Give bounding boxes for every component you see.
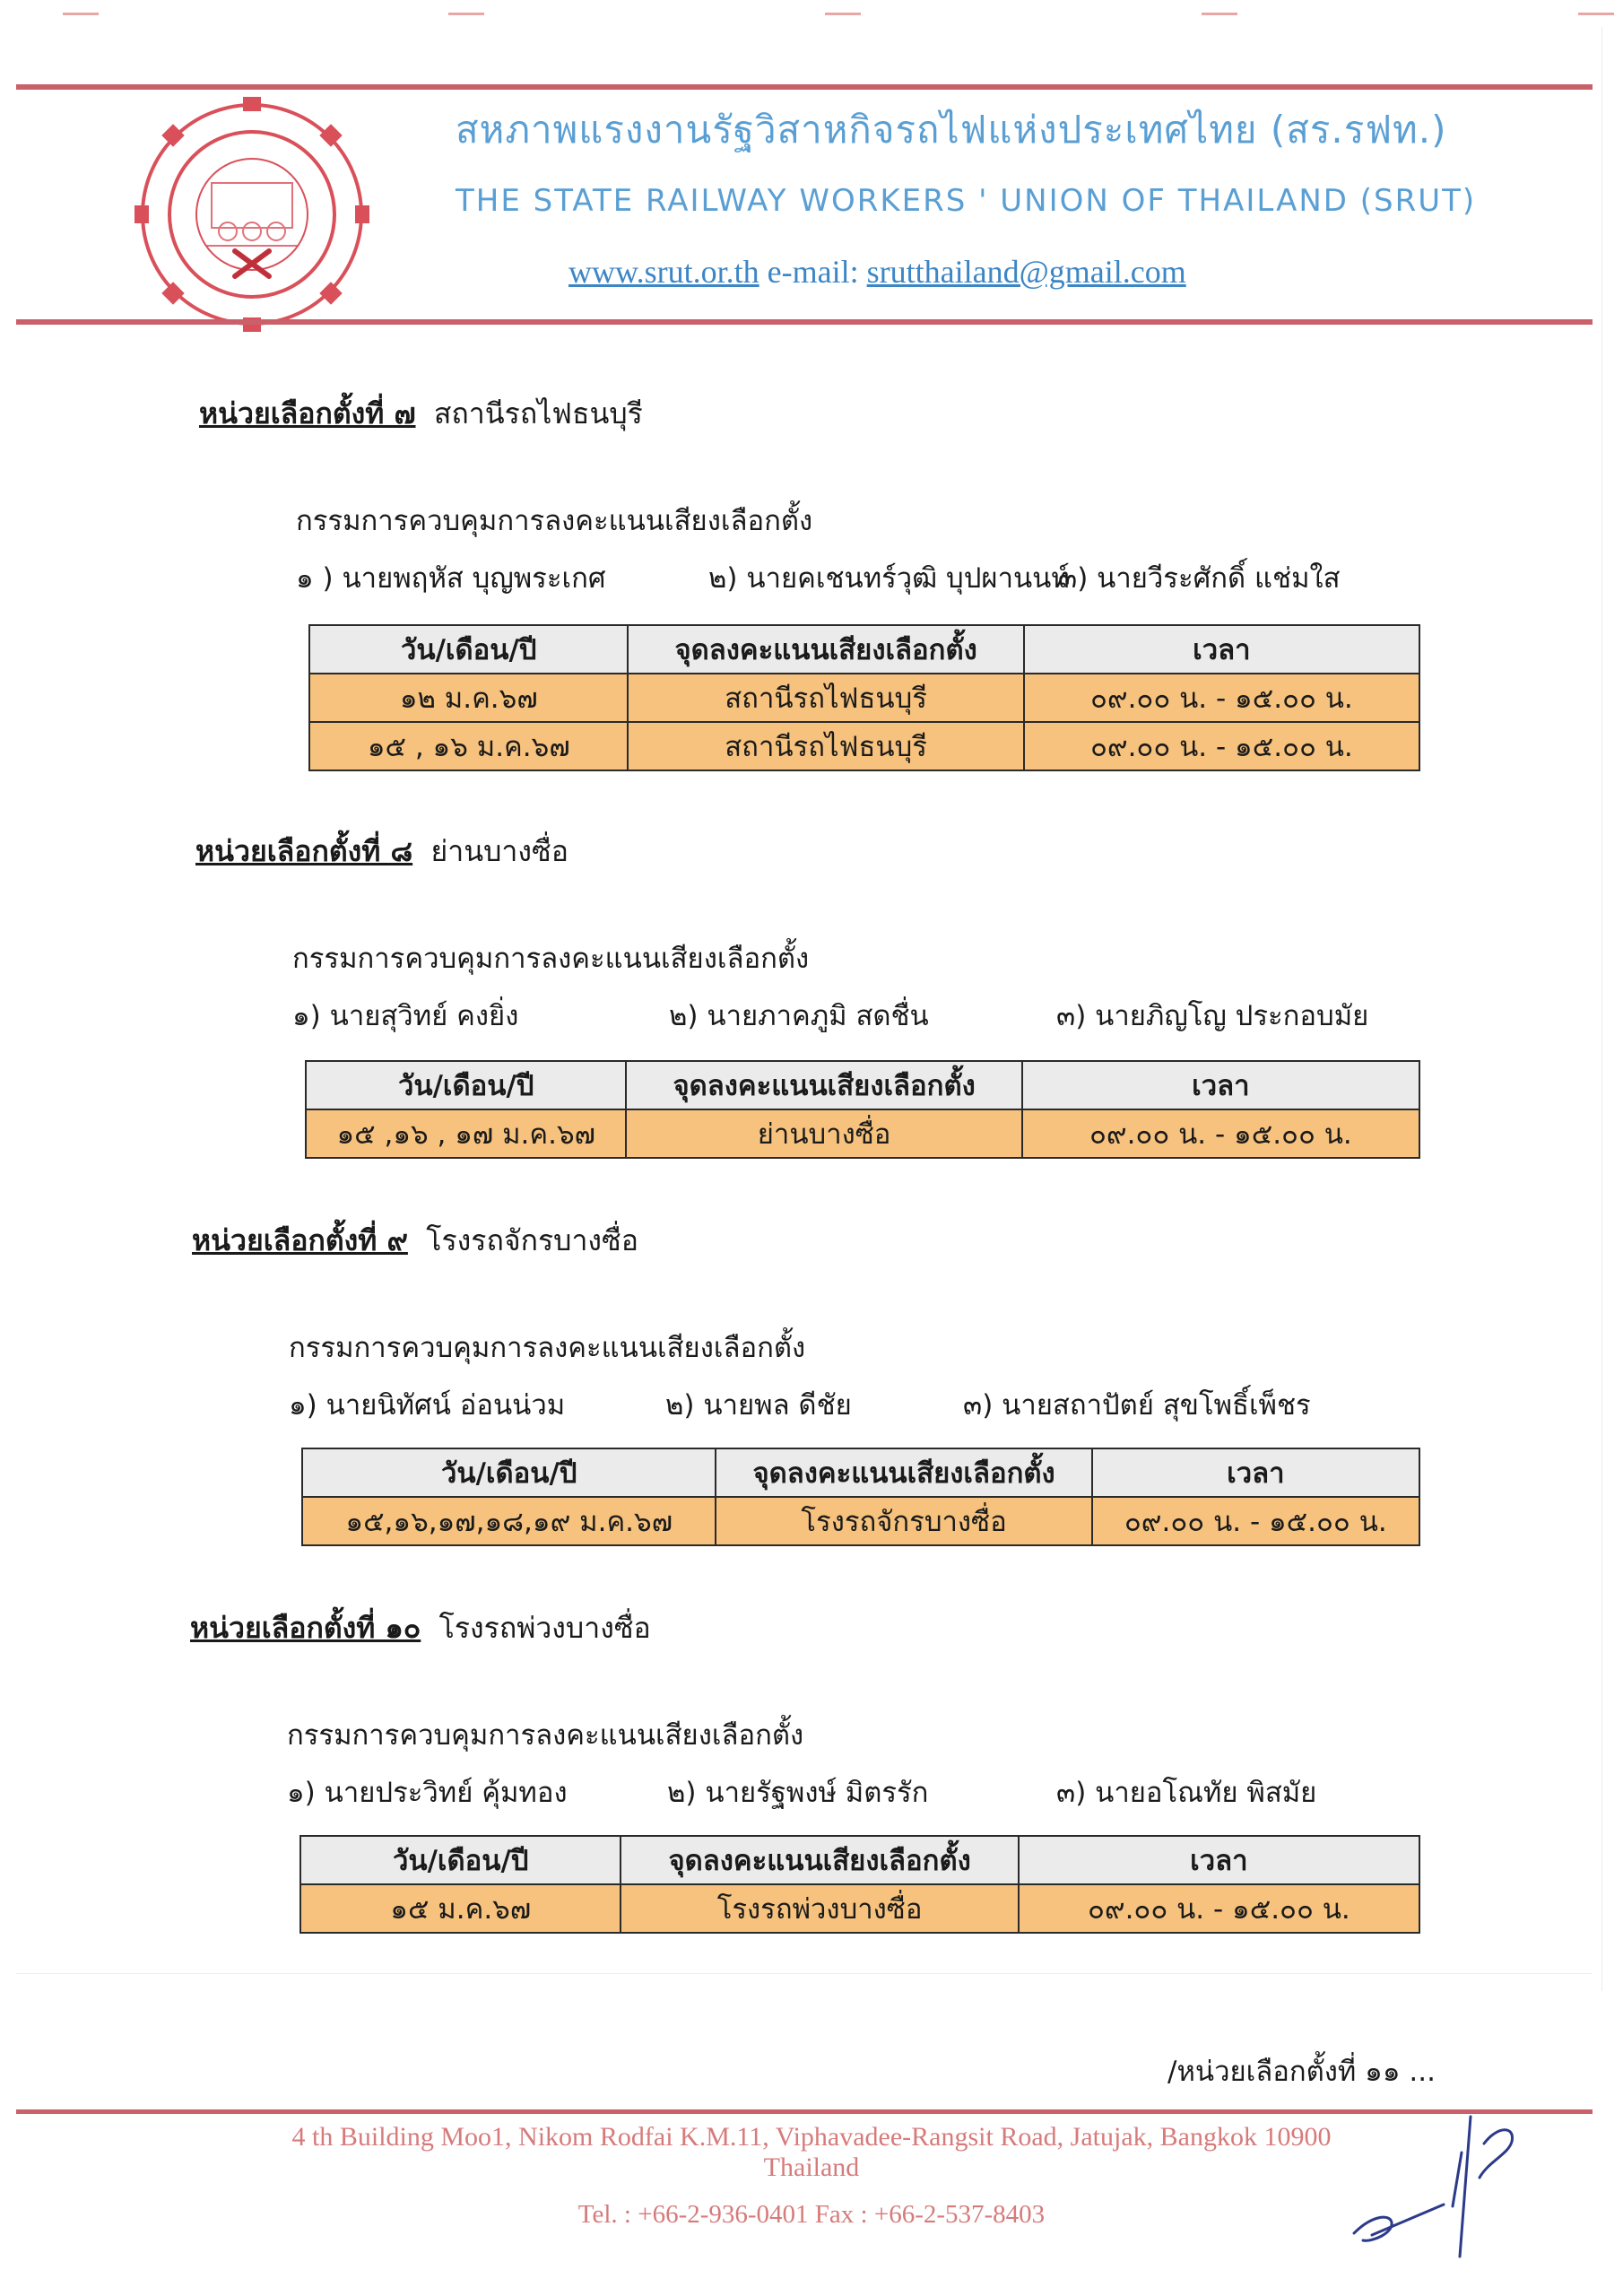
scan-mark xyxy=(1202,13,1237,15)
committee-members xyxy=(296,555,1454,595)
schedule-table-9 xyxy=(301,1448,1420,1546)
section-label: หน่วยเลือกตั้งที่ ๑๐ xyxy=(190,1611,421,1645)
schedule-table-10 xyxy=(299,1835,1420,1934)
signature-icon xyxy=(1336,2099,1542,2278)
committee-title: กรรมการควบคุมการลงคะแนนเสียงเลือกตั้ง xyxy=(289,1332,806,1364)
polling-unit-10 xyxy=(190,1605,1445,1809)
polling-unit-9 xyxy=(192,1218,1447,1422)
col-place: จุดลงคะแนนเสียงเลือกตั้ง xyxy=(621,1836,1018,1884)
col-time: เวลา xyxy=(1022,1061,1419,1109)
header-rule-bottom xyxy=(16,319,1593,325)
member-2: ๒) นายรัฐพงษ์ มิตรรัก xyxy=(667,1777,929,1809)
col-time: เวลา xyxy=(1019,1836,1419,1884)
col-date: วัน/เดือน/ปี xyxy=(300,1836,621,1884)
scan-mark xyxy=(1578,13,1614,15)
section-place: โรงรถจักรบางซื่อ xyxy=(426,1223,638,1257)
section-place: โรงรถพ่วงบางซื่อ xyxy=(438,1611,651,1645)
col-time: เวลา xyxy=(1024,625,1419,674)
member-3: ๓) นายสถาปัตย์ สุขโพธิ์เพ็ชร xyxy=(963,1389,1311,1422)
scan-faint-line xyxy=(16,1973,1593,1974)
member-3: ๓) นายวีระศักดิ์ แช่มใส xyxy=(1058,562,1341,595)
org-name-thai: สหภาพแรงงานรัฐวิสาหกิจรถไฟแห่งประเทศไทย (สร.รฟท.) xyxy=(456,108,1447,152)
union-logo-icon xyxy=(135,97,369,332)
member-3: ๓) นายภิญโญ ประกอบมัย xyxy=(1056,1000,1369,1032)
cell-date: ๑๕ ม.ค.๖๗ xyxy=(300,1884,621,1933)
scan-mark xyxy=(63,13,99,15)
email-label: e-mail: xyxy=(767,254,859,290)
committee-title: กรรมการควบคุมการลงคะแนนเสียงเลือกตั้ง xyxy=(296,505,813,537)
section-label: หน่วยเลือกตั้งที่ ๘ xyxy=(195,834,413,868)
section-label: หน่วยเลือกตั้งที่ ๗ xyxy=(199,396,416,430)
member-1: ๑) นายนิทัศน์ อ่อนน่วม xyxy=(289,1389,566,1422)
cell-time: ๐๙.๐๐ น. - ๑๕.๐๐ น. xyxy=(1024,722,1419,770)
cell-date: ๑๕ ,๑๖ , ๑๗ ม.ค.๖๗ xyxy=(306,1109,626,1158)
org-name-english: THE STATE RAILWAY WORKERS ' UNION OF THAILAND (SRUT) xyxy=(456,183,1477,219)
member-2: ๒) นายคเชนทร์วุฒิ บุปผานนท์ xyxy=(708,562,1070,595)
contact-line xyxy=(568,253,1186,291)
cell-time: ๐๙.๐๐ น. - ๑๕.๐๐ น. xyxy=(1092,1497,1419,1545)
footer-phone: Tel. : +66-2-936-0401 Fax : +66-2-537-8403 xyxy=(577,2200,1046,2229)
section-title xyxy=(190,1605,1445,1651)
col-date: วัน/เดือน/ปี xyxy=(302,1448,716,1497)
section-title xyxy=(199,391,1454,437)
cell-place: ย่านบางซื่อ xyxy=(626,1109,1021,1158)
section-place: ย่านบางซื่อ xyxy=(430,834,568,868)
committee-title: กรรมการควบคุมการลงคะแนนเสียงเลือกตั้ง xyxy=(287,1719,804,1752)
table-header-row xyxy=(302,1448,1419,1497)
member-1: ๑) นายสุวิทย์ คงยิ่ง xyxy=(292,1000,519,1032)
col-place: จุดลงคะแนนเสียงเลือกตั้ง xyxy=(716,1448,1091,1497)
schedule-table-8 xyxy=(305,1060,1420,1159)
table-header-row xyxy=(300,1836,1419,1884)
committee-title: กรรมการควบคุมการลงคะแนนเสียงเลือกตั้ง xyxy=(292,943,810,975)
continuation-note: /หน่วยเลือกตั้งที่ ๑๑ ... xyxy=(1167,2056,1436,2088)
schedule-table-7 xyxy=(308,624,1420,771)
section-title xyxy=(195,829,1451,874)
col-place: จุดลงคะแนนเสียงเลือกตั้ง xyxy=(626,1061,1021,1109)
cell-date: ๑๒ ม.ค.๖๗ xyxy=(309,674,628,722)
cell-date: ๑๕ , ๑๖ ม.ค.๖๗ xyxy=(309,722,628,770)
committee-members xyxy=(292,993,1451,1032)
member-2: ๒) นายภาคภูมิ สดชื่น xyxy=(669,1000,929,1032)
cell-place: โรงรถจักรบางซื่อ xyxy=(716,1497,1091,1545)
section-title xyxy=(192,1218,1447,1264)
footer-address-1: 4 th Building Moo1, Nikom Rodfai K.M.11, Viphavadee-Rangsit Road, Jatujak, Bangkok 10900 xyxy=(291,2122,1332,2152)
table-row xyxy=(306,1109,1419,1158)
cell-place: สถานีรถไฟธนบุรี xyxy=(628,674,1023,722)
scan-mark xyxy=(825,13,861,15)
section-label: หน่วยเลือกตั้งที่ ๙ xyxy=(192,1223,408,1257)
col-date: วัน/เดือน/ปี xyxy=(309,625,628,674)
polling-unit-7 xyxy=(199,391,1454,595)
header-rule-top xyxy=(16,84,1593,90)
committee-members xyxy=(287,1770,1445,1809)
polling-unit-8 xyxy=(195,829,1451,1032)
scan-edge xyxy=(1601,27,1602,1991)
member-1: ๑) นายประวิทย์ คุ้มทอง xyxy=(287,1777,568,1809)
cell-time: ๐๙.๐๐ น. - ๑๕.๐๐ น. xyxy=(1019,1884,1419,1933)
section-place: สถานีรถไฟธนบุรี xyxy=(433,396,643,430)
scan-mark xyxy=(448,13,484,15)
cell-time: ๐๙.๐๐ น. - ๑๕.๐๐ น. xyxy=(1022,1109,1419,1158)
member-2: ๒) นายพล ดีชัย xyxy=(665,1389,852,1422)
table-row xyxy=(309,674,1419,722)
table-row xyxy=(309,722,1419,770)
col-date: วัน/เดือน/ปี xyxy=(306,1061,626,1109)
email-link[interactable]: srutthailand@gmail.com xyxy=(866,254,1186,290)
table-header-row xyxy=(309,625,1419,674)
table-row xyxy=(302,1497,1419,1545)
footer-address-2: Thailand xyxy=(763,2152,860,2182)
committee-members xyxy=(289,1382,1447,1422)
table-header-row xyxy=(306,1061,1419,1109)
website-link[interactable]: www.srut.or.th xyxy=(568,254,759,290)
cell-date: ๑๕,๑๖,๑๗,๑๘,๑๙ ม.ค.๖๗ xyxy=(302,1497,716,1545)
cell-place: สถานีรถไฟธนบุรี xyxy=(628,722,1023,770)
member-3: ๓) นายอโณทัย พิสมัย xyxy=(1056,1777,1317,1809)
col-place: จุดลงคะแนนเสียงเลือกตั้ง xyxy=(628,625,1023,674)
cell-place: โรงรถพ่วงบางซื่อ xyxy=(621,1884,1018,1933)
cell-time: ๐๙.๐๐ น. - ๑๕.๐๐ น. xyxy=(1024,674,1419,722)
member-1: ๑ ) นายพฤหัส บุญพระเกศ xyxy=(296,562,606,595)
table-row xyxy=(300,1884,1419,1933)
col-time: เวลา xyxy=(1092,1448,1419,1497)
